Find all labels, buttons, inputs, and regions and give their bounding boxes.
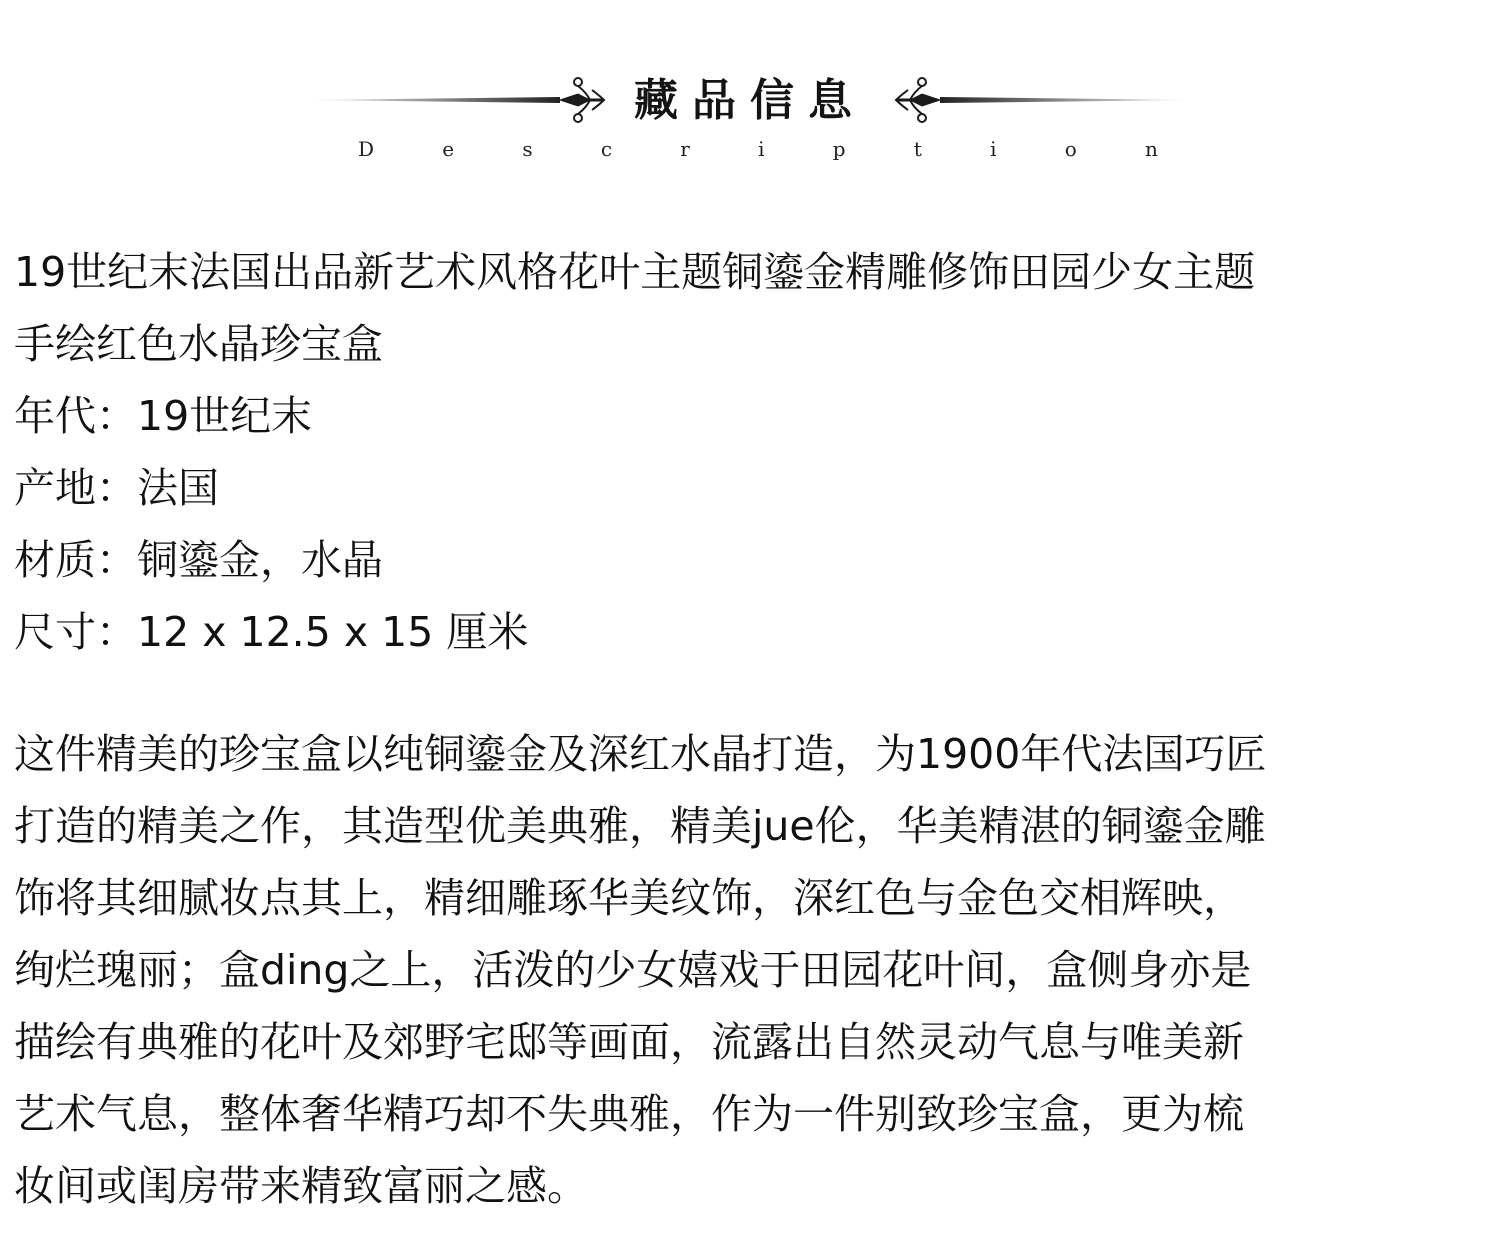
product-title-line-2: 手绘红色水晶珍宝盒 xyxy=(14,320,383,368)
header-subtitle-letter: r xyxy=(680,137,690,161)
header-subtitle-letter: o xyxy=(1064,137,1077,161)
header-subtitle-letter: D xyxy=(358,137,375,161)
spec-era: 年代：19世纪末 xyxy=(14,392,313,440)
description-line: 妆间或闺房带来精致富丽之感。 xyxy=(14,1162,588,1210)
section-spacer xyxy=(14,668,1484,718)
spec-origin: 产地：法国 xyxy=(14,464,219,512)
header-subtitle-letter: e xyxy=(442,137,455,161)
header-subtitle-letter: c xyxy=(600,137,613,161)
description-line: 绚烂瑰丽；盒ding之上，活泼的少女嬉戏于田园花叶间，盒侧身亦是 xyxy=(14,946,1252,994)
header-subtitle-letter: i xyxy=(758,137,765,161)
header-subtitle-letter: s xyxy=(522,137,533,161)
header-subtitle-letter: t xyxy=(913,137,922,161)
description-line: 这件精美的珍宝盒以纯铜鎏金及深红水晶打造，为1900年代法国巧匠 xyxy=(14,730,1267,778)
description-paragraph xyxy=(14,718,1484,1222)
description-line: 打造的精美之作，其造型优美典雅，精美jue伦，华美精湛的铜鎏金雕 xyxy=(14,802,1266,850)
spec-size: 尺寸：12 x 12.5 x 15 厘米 xyxy=(14,608,529,656)
header-subtitle xyxy=(358,136,1158,162)
product-content xyxy=(14,236,1484,1222)
spec-material: 材质：铜鎏金，水晶 xyxy=(14,536,383,584)
header-subtitle-letter: i xyxy=(990,137,997,161)
header-title: 藏品信息 xyxy=(634,75,866,126)
product-title-line-1: 19世纪末法国出品新艺术风格花叶主题铜鎏金精雕修饰田园少女主题 xyxy=(14,248,1256,296)
left-flourish-icon xyxy=(560,78,604,122)
header-subtitle-letter: n xyxy=(1144,137,1158,161)
description-line: 艺术气息，整体奢华精巧却不失典雅，作为一件别致珍宝盒，更为梳 xyxy=(14,1090,1244,1138)
right-flourish-icon xyxy=(896,78,940,122)
description-line: 描绘有典雅的花叶及郊野宅邸等画面，流露出自然灵动气息与唯美新 xyxy=(14,1018,1244,1066)
description-line: 饰将其细腻妆点其上，精细雕琢华美纹饰，深红色与金色交相辉映， xyxy=(14,874,1244,922)
section-header xyxy=(0,60,1500,170)
header-subtitle-letter: p xyxy=(832,137,846,161)
